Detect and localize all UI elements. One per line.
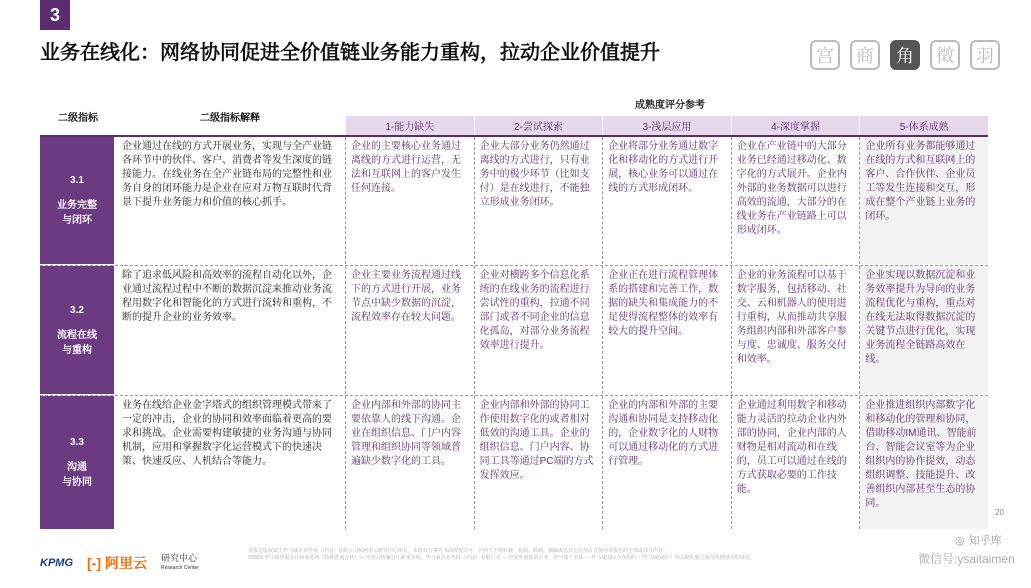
research-center-cn: 研究中心 (161, 553, 198, 563)
header-indicator-explanation: 二级指标解释 (200, 113, 260, 124)
level-header-2: 2-尝试探索 (474, 116, 603, 135)
header-indicator: 二级指标 (58, 113, 98, 124)
zhihu-watermark (955, 532, 1002, 548)
section-number-badge: 3 (40, 0, 70, 30)
seal-icon: 羽 (970, 40, 1000, 70)
legal-line: ©2019 毕马威华振会计师事务所（特殊普通合伙）— 中国合伙制会计师事务所，毕马威企业咨询（中国）有限公司 — 中国外商独资企业，是与瑞士实体 — 毕马威国际合作组织（"毕马威国际"）相关联的独立成员所网络中的成员。 (248, 555, 755, 561)
research-center-logo (161, 553, 199, 573)
row-category (40, 137, 116, 264)
row-name: 流程在线 (57, 329, 97, 341)
level-cell-4: 企业的业务流程可以基于数字服务，包括移动、社交、云和机器人的使用进行重构，从而推动共享服务组织内部和外部客户参与度、忠诚度、服务交付和效率。 (732, 266, 861, 394)
seal-icon: 宫 (810, 40, 840, 70)
row-number: 3.3 (70, 437, 84, 448)
row-description: 业务在线给企业金字塔式的组织管理模式带来了一定的冲击，企业的协同和效率面临着更高的要求和挑战。企业需要构建敏捷的业务沟通与协同机制，应用和掌握数字化运营模式下的快速决策、快速反应、人机结合等能力。 (116, 396, 346, 529)
legal-notice (248, 548, 848, 562)
level-header-4: 4-深度掌握 (731, 116, 860, 135)
seal-icon: 徵 (930, 40, 960, 70)
footer-logos (40, 553, 199, 573)
level-header-3: 3-浅层应用 (602, 116, 731, 135)
maturity-level-header (346, 116, 988, 135)
level-header-5: 5-体系成熟 (859, 116, 988, 135)
table-row (40, 137, 988, 264)
level-cell-5: 企业所有业务都能够通过在线的方式和互联网上的客户、合作伙伴、企业员工等发生连接和交互，形成在整个产业链上业务的闭环。 (860, 137, 988, 264)
aliyun-bracket-icon: [-] (87, 555, 101, 571)
row-name: 业务完整 (57, 200, 97, 211)
kpmg-logo: KPMG (40, 557, 73, 569)
seal-icon: 商 (850, 40, 880, 70)
row-description: 除了追求低风险和高效率的流程自动化以外，企业通过流程过程中不断的数据沉淀来推动业务流程用数字化和智能化的方式进行流转和重构，不断的提升企业的业务效率。 (116, 266, 346, 394)
level-cell-1: 企业的主要核心业务通过离线的方式进行运营，无法和互联网上的客户发生任何连接。 (346, 137, 475, 264)
zhihu-text: 知乎库 (968, 535, 1002, 547)
level-cell-1: 企业内部和外部的协同主要依靠人的线下沟通。企业在组织信息、门户内容管理和组织协同等领域普遍缺少数字化的工具。 (346, 396, 475, 529)
level-cell-4: 企业通过利用数字和移动能力灵活的拉动企业内外部的协同，企业内部的人财物是相对流动和在线的，员工可以通过在线的方式获取必要的工作技能。 (732, 396, 861, 529)
row-name: 与协同 (62, 477, 92, 488)
row-category (40, 396, 116, 529)
level-cell-2: 企业内部和外部的协同工作使用数字化的或者相对低效的沟通工具。企业的组织信息、门户内容、协同工具等通过PC端的方式发挥效应。 (475, 396, 604, 529)
zhihu-icon: ◎ (955, 534, 965, 547)
row-name: 沟通 (67, 462, 87, 473)
row-description: 企业通过在线的方式开展业务，实现与全产业链各环节中的伙伴、客户、消费者等发生深度的链接能力。在线业务在全产业链布局的完整性和业务自身的闭环能力是企业在应对万物互联时代背景下提升业务能力和价值的核心抓手。 (116, 137, 346, 264)
level-cell-3: 企业将部分业务通过数字化和移动化的方式进行开展，核心业务可以通过在线的方式形成闭环。 (603, 137, 732, 264)
level-cell-4: 企业在产业链中的大部分业务已经通过移动化、数字化的方式展开。企业内外部的业务数据可以进行高效的流通，大部分的在线业务在产业链路上可以形成闭环。 (732, 137, 861, 264)
row-name: 与闭环 (62, 215, 92, 226)
table-row (40, 266, 988, 394)
level-header-1: 1-能力缺失 (346, 116, 474, 135)
seal-icons (810, 40, 1000, 70)
aliyun-logo (87, 553, 147, 573)
page-number: 20 (995, 508, 1004, 517)
row-category (40, 266, 116, 394)
legal-line: 本报告版权属于毕马威企业咨询（中国）有限公司和阿里云研究中心所有。未经双方事先书面授权许可，任何人不得转载、复制、转载、摘编或以其它任何方式使用本报告的全部或部分内容。 (248, 548, 669, 554)
level-cell-1: 企业主要业务流程通过线下的方式进行开展，业务节点中缺少数据的沉淀，流程效率存在较大问题。 (346, 266, 475, 394)
seal-icon-active: 角 (890, 40, 920, 70)
maturity-title: 成熟度评分参考 (635, 100, 705, 111)
table-row (40, 396, 988, 529)
row-number: 3.2 (70, 304, 84, 316)
level-cell-5: 企业实现以数据沉淀和业务效率提升为导向的业务流程优化与重构，重点对在线无法取得数据沉淀的关键节点进行优化，实现业务流程全链路高效在线。 (860, 266, 988, 394)
level-cell-2: 企业大部分业务仍然通过离线的方式进行，只有业务中的极少环节（比如支付）是在线进行，不能独立形成业务闭环。 (475, 137, 604, 264)
research-center-en: Research Center (161, 565, 199, 571)
level-cell-3: 企业的内部和外部的主要沟通和协同是支持移动化的，企业数字化的人财物可以通过移动化的方式进行管理。 (603, 396, 732, 529)
level-cell-5: 企业推进组织内部数字化和移动化的管理和协同，借助移动IM通讯、智能前台、智能会议室等为企业组织内的协作提效，动态组织调整、技能提升、改善组织内部甚至生态的协同。 (860, 396, 988, 529)
aliyun-name: 阿里云 (105, 555, 147, 571)
level-cell-3: 企业正在进行流程管理体系的搭建和完善工作，数据的缺失和集成能力的不足使得流程整体的效率有较大的提升空间。 (603, 266, 732, 394)
wechat-watermark: 微信号:ysaitaimen (918, 552, 1015, 566)
level-cell-2: 企业对横跨多个信息化系统的在线业务的流程进行尝试性的重构，拉通不同部门或者不同企业的信息化孤岛，对部分业务流程效率进行提升。 (475, 266, 604, 394)
row-name: 与重构 (62, 344, 92, 356)
page-title: 业务在线化：网络协同促进全价值链业务能力重构，拉动企业价值提升 (40, 42, 660, 64)
row-number: 3.1 (70, 175, 84, 186)
